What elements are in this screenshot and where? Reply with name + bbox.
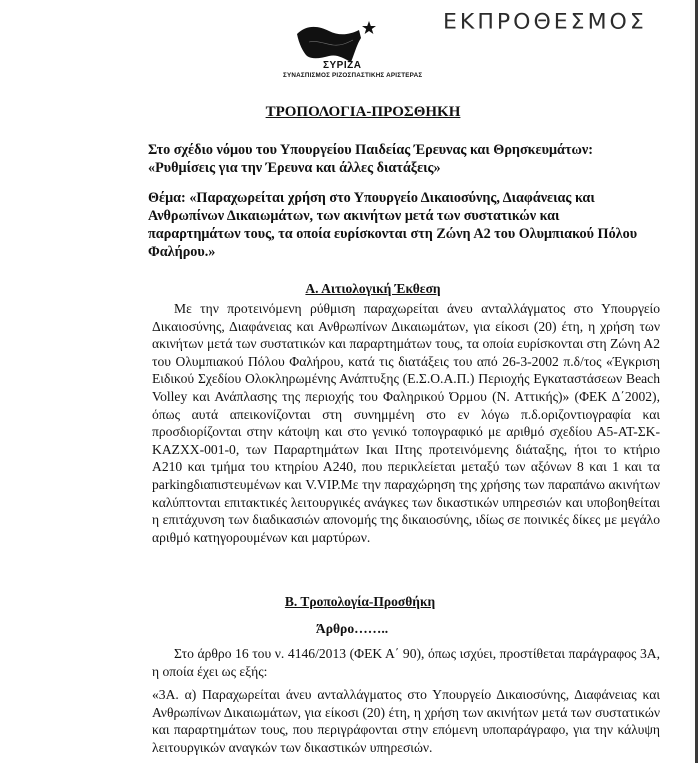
bill-reference [148,141,648,177]
bill-reference-line2: «Ρυθμίσεις για την Έρευνα και άλλες διατάξεις» [148,160,441,176]
section-b-paragraph-2: «3Α. α) Παραχωρείται άνευ ανταλλάγματος στο Υπουργείο Δικαιοσύνης, Διαφάνειας και Ανθρωπίνων Δικαιωμάτων, για είκοσι (20) έτη, η χρήση των ακινήτων μετά των συστατικών και παραρτημάτων τους, που περιγράφονται στην επόμενη υποπαράγραφο, για την κάλυψη λειτουργικών αναγκών των δικαστικών υπηρεσιών. [152,687,660,755]
document-title: ΤΡΟΠΟΛΟΓΙΑ-ΠΡΟΣΘΗΚΗ [265,104,461,120]
article-heading: Άρθρο…….. [315,621,389,636]
section-b-body-1 [152,645,660,680]
section-b-paragraph-1: Στο άρθρο 16 του ν. 4146/2013 (ΦΕΚ Α΄ 90), όπως ισχύει, προστίθεται παράγραφος 3Α, η οποία έχει ως εξής: [152,646,660,679]
party-logo [283,18,423,80]
syriza-flag-star-icon [283,18,383,64]
section-a-body [152,300,660,546]
bill-reference-line1: Στο σχέδιο νόμου του Υπουργείου Παιδείας Έρευνας και Θρησκευμάτων: [148,142,593,158]
section-b-body-2 [152,686,660,756]
section-b-heading: Β. Τροπολογία-Προσθήκη [284,594,436,609]
overdue-stamp: ΕΚΠΡΟΘΕΣΜΟΣ [443,10,647,35]
logo-subtitle: ΣΥΝΑΣΠΙΣΜΟΣ ΡΙΖΟΣΠΑΣΤΙΚΗΣ ΑΡΙΣΤΕΡΑΣ [283,72,423,79]
subject-paragraph: Θέμα: «Παραχωρείται χρήση στο Υπουργείο Δικαιοσύνης, Διαφάνειας και Ανθρωπίνων Δικαιωμάτων, των ακινήτων μετά των συστατικών και παραρτημάτων τους, τα οποία ευρίσκονται στη Ζώνη Α2 του Ολυμπιακού Πόλου Φαλήρου.» [148,190,638,260]
section-a-heading: Α. Αιτιολογική Έκθεση [305,281,441,296]
section-a-paragraph: Με την προτεινόμενη ρύθμιση παραχωρείται άνευ ανταλλάγματος στο Υπουργείο Δικαιοσύνης, Διαφάνειας και Ανθρωπίνων Δικαιωμάτων, για είκοσι (20) έτη, η χρήση των ακινήτων μετά των συστατικών και παραρτημάτων τους, τα οποία ευρίσκονται στη Ζώνη Α2 του Ολυμπιακού Πόλου Φαλήρου, κατά τις διατάξεις του από 26-3-2002 π.δ/τος «Έγκριση Ειδικού Σχεδίου Ολοκληρωμένης Ανάπτυξης (Ε.Σ.Ο.Α.Π.) Περιοχής Εγκαταστάσεων Beach Volley και Ανάπλασης της περιοχής του Φαληρικού Όρμου (Ν. Αττικής)» (ΦΕΚ Δ΄2002), όπως αυτά απεικονίζονται στη συνημμένη στο εν λόγω π.δ.οριζοντιογραφία και προσδιορίζονται στην κάτοψη και στο γενικό τοπογραφικό με αριθμό σχεδίου Α5-ΑΤ-ΣΚ-ΚΑΖΧΧ-001-0, των Παραρτημάτων Ικαι ΙΙτης προτεινόμενης διάταξης, ήτοι το κτήριο Α210 και τμήμα του κτηρίου Α240, που περικλείεται μεταξύ των αξόνων 8 και 1 και τα parkingδιαπιστευμένων και V.VIP.Με την παραχώρηση της χρήσης των παραπάνω ακινήτων καλύπτονται επιτακτικές λειτουργικές ανάγκες των δικαστικών υπηρεσιών και υποβοηθείται η επιτάχυνση των διαδικασιών απονομής της δικαιοσύνης, ιδίως σε ποινικές δίκες με μεγάλο αριθμό κατηγορουμένων και μαρτύρων. [152,301,660,545]
logo-name: ΣΥΡΙΖΑ [323,60,362,71]
